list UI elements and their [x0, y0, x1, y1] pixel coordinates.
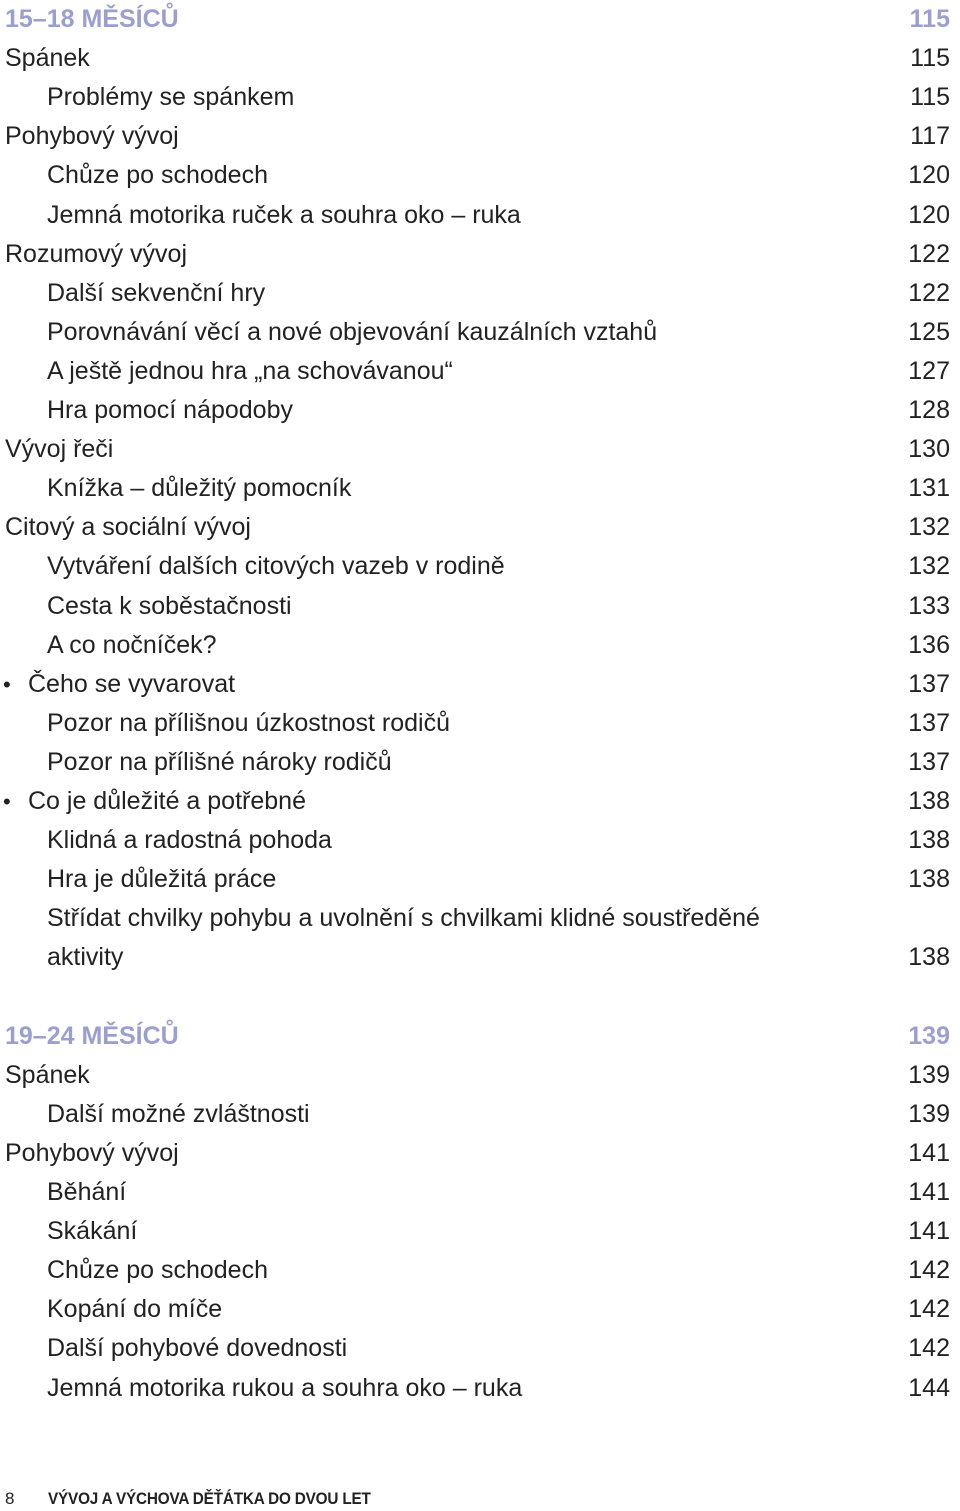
toc-entry[interactable]: [0, 547, 960, 586]
toc-entry[interactable]: [0, 743, 960, 782]
toc-entry-text: Běhání: [47, 1178, 127, 1206]
toc-entry[interactable]: [0, 1212, 960, 1251]
bullet-icon: •: [3, 671, 11, 697]
toc-entry-page: 139: [908, 1099, 950, 1128]
toc-entry[interactable]: [0, 196, 960, 235]
toc-entry[interactable]: [0, 899, 960, 938]
toc-entry[interactable]: [0, 665, 960, 704]
toc-entry-text: Chůze po schodech: [47, 1256, 268, 1285]
toc-entry-page: 141: [908, 1138, 950, 1167]
toc-entry[interactable]: [0, 1251, 960, 1290]
toc-entry-page: 120: [908, 200, 950, 229]
section-heading-text: 19–24 MĚSÍCŮ: [5, 1021, 179, 1050]
toc-entry-text: Skákání: [47, 1217, 138, 1246]
toc-entry[interactable]: [0, 469, 960, 508]
toc-entry-page: 139: [908, 1060, 950, 1089]
toc-entry-page: 130: [908, 435, 950, 464]
toc-entry-page: 144: [908, 1373, 950, 1402]
toc-entry[interactable]: [0, 587, 960, 626]
toc-entry-page: 136: [908, 630, 950, 659]
toc-entry-page: 132: [908, 513, 950, 542]
toc-entry[interactable]: [0, 391, 960, 430]
toc-entry[interactable]: [0, 821, 960, 860]
toc-entry-page: 128: [908, 396, 950, 424]
toc-entry[interactable]: [0, 860, 960, 899]
toc-entry-text: Knížka – důležitý pomocník: [47, 474, 352, 503]
toc-entry-page: 137: [908, 747, 950, 776]
toc-entry[interactable]: [0, 235, 960, 274]
toc-entry-text: Pozor na přílišnou úzkostnost rodičů: [47, 708, 450, 737]
section-heading-text: 15–18 MĚSÍCŮ: [5, 5, 179, 33]
toc-entry-text: Pohybový vývoj: [5, 1138, 179, 1167]
toc-entry-page: 142: [908, 1256, 950, 1285]
page-footer: [0, 1487, 960, 1511]
toc-entry-page: 138: [908, 787, 950, 815]
toc-entry-text: Spánek: [5, 1060, 90, 1089]
toc-entry[interactable]: [0, 274, 960, 313]
toc-entry-text: Další možné zvláštnosti: [47, 1099, 310, 1128]
toc-entry[interactable]: [0, 156, 960, 195]
toc-entry-text: Hra je důležitá práce: [47, 865, 277, 894]
toc-entry-text: Vytváření dalších citových vazeb v rodině: [47, 552, 505, 581]
toc-entry-text: Chůze po schodech: [47, 161, 268, 190]
section-heading-page: 139: [908, 1021, 950, 1050]
toc-entry-page: 138: [908, 826, 950, 855]
toc-entry-text: Další sekvenční hry: [47, 278, 266, 307]
toc-entry-text: Jemná motorika rukou a souhra oko – ruka: [47, 1373, 523, 1402]
toc-entry-page: 115: [910, 44, 950, 73]
footer-page-number: 8: [5, 1489, 15, 1508]
toc-entry[interactable]: [0, 1095, 960, 1134]
toc-entry[interactable]: [0, 938, 960, 977]
section-heading[interactable]: [0, 0, 960, 39]
toc-entry-text: Pohybový vývoj: [5, 122, 179, 151]
toc-entry[interactable]: [0, 626, 960, 665]
toc-entry[interactable]: [0, 704, 960, 743]
toc-entry-text: Jemná motorika ruček a souhra oko – ruka: [47, 200, 521, 229]
toc-entry[interactable]: [0, 1329, 960, 1368]
toc-entry-page: 141: [908, 1178, 950, 1206]
toc-entry-page: 132: [908, 552, 950, 581]
toc-entry-page: 142: [908, 1334, 950, 1363]
toc-entry[interactable]: [0, 78, 960, 117]
toc-entry[interactable]: [0, 1290, 960, 1329]
toc-entry-text: A co nočníček?: [47, 630, 217, 659]
toc-entry[interactable]: [0, 117, 960, 156]
toc-entry-text: aktivity: [47, 943, 124, 972]
footer-book-title: VÝVOJ A VÝCHOVA DĚŤÁTKA DO DVOU LET: [48, 1489, 371, 1508]
toc-entry[interactable]: [0, 1369, 960, 1408]
toc-entry[interactable]: [0, 430, 960, 469]
section-heading-page: 115: [909, 5, 950, 33]
toc-entry[interactable]: [0, 782, 960, 821]
toc-entry-page: 138: [908, 943, 950, 972]
toc-entry-page: 131: [908, 474, 950, 503]
toc-entry-page: 137: [908, 669, 950, 698]
toc-entry-page: 120: [908, 161, 950, 190]
toc-entry-page: 141: [908, 1217, 950, 1246]
toc-entry-text: Kopání do míče: [47, 1295, 223, 1324]
toc-entry-page: 138: [908, 865, 950, 894]
toc-entry-text: Vývoj řeči: [5, 435, 114, 464]
toc-entry-page: 122: [908, 239, 950, 268]
toc-entry[interactable]: [0, 1056, 960, 1095]
toc-entry-text: Rozumový vývoj: [5, 239, 187, 268]
toc-entry[interactable]: [0, 508, 960, 547]
toc-entry[interactable]: [0, 352, 960, 391]
toc-entry-page: 133: [908, 591, 950, 620]
toc-entry-page: 125: [908, 317, 950, 346]
toc-entry-page: 117: [910, 122, 950, 151]
toc-entry[interactable]: [0, 39, 960, 78]
toc-entry-page: 142: [908, 1295, 950, 1324]
toc-entry-page: 137: [908, 708, 950, 737]
toc-entry-text: Problémy se spánkem: [47, 83, 295, 112]
toc-entry-text: A ještě jednou hra „na schovávanou“: [47, 356, 453, 385]
toc-entry-text: Další pohybové dovednosti: [47, 1334, 348, 1363]
toc-entry-page: 122: [908, 278, 950, 307]
toc-entry-page: 127: [908, 356, 950, 385]
toc-entry-text: Cesta k soběstačnosti: [47, 591, 292, 620]
toc-entry-text: Pozor na přílišné nároky rodičů: [47, 747, 392, 776]
section-heading[interactable]: [0, 1017, 960, 1056]
toc-entry-page: 115: [910, 83, 950, 112]
toc-entry[interactable]: [0, 313, 960, 352]
toc-entry-text: Klidná a radostná pohoda: [47, 826, 332, 855]
toc-entry-text: Hra pomocí nápodoby: [47, 396, 293, 424]
toc-entry-text: Porovnávání věcí a nové objevování kauzálních vztahů: [47, 317, 658, 346]
bullet-icon: •: [3, 789, 11, 814]
toc-entry-text: Spánek: [5, 44, 90, 73]
toc-entry[interactable]: [0, 1134, 960, 1173]
toc-entry-text: Co je důležité a potřebné: [28, 787, 306, 815]
toc-entry[interactable]: [0, 1173, 960, 1212]
toc-entry-text: Citový a sociální vývoj: [5, 513, 251, 542]
toc-entry-text: Střídat chvilky pohybu a uvolnění s chvilkami klidné soustředěné: [47, 904, 760, 933]
toc-entry-text: Čeho se vyvarovat: [28, 669, 236, 698]
